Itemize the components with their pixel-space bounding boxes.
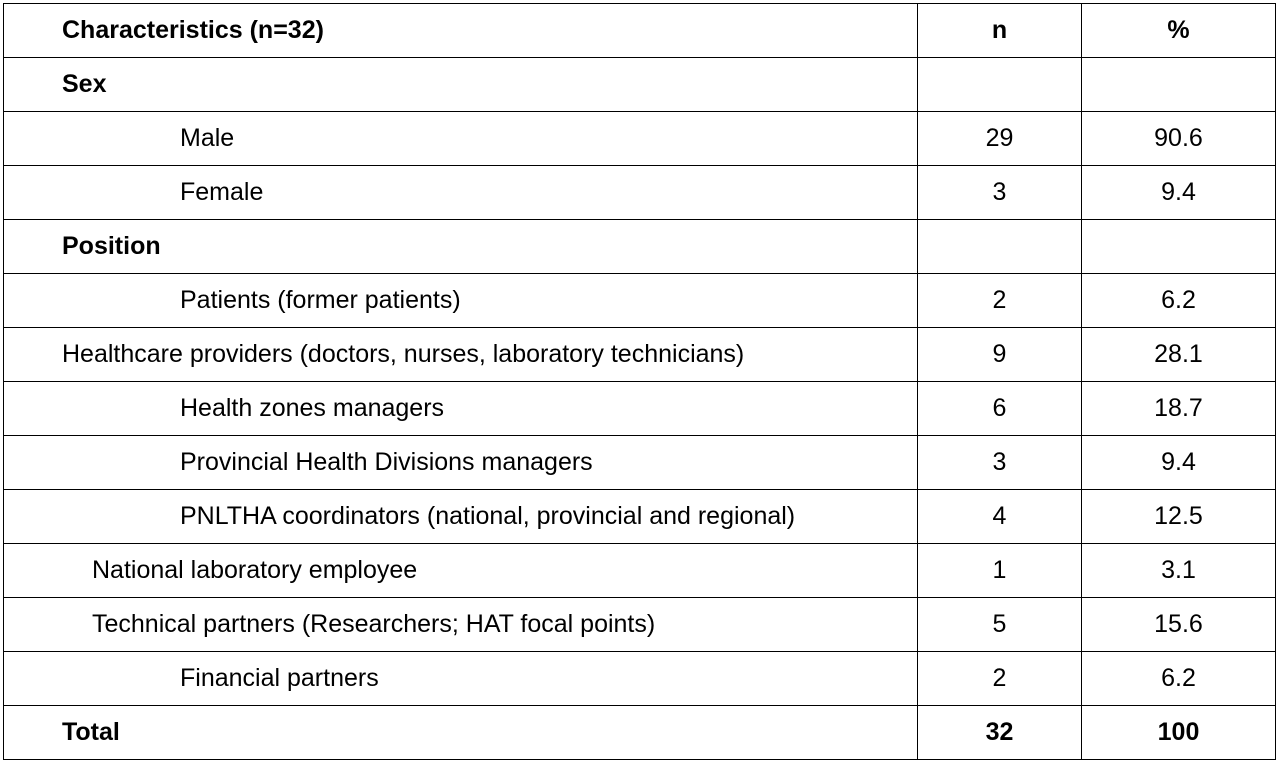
row-percent — [1082, 58, 1276, 112]
table-row — [4, 166, 1276, 220]
row-percent: 6.2 — [1082, 652, 1276, 706]
table-row — [4, 436, 1276, 490]
total-percent: 100 — [1082, 706, 1276, 760]
row-percent: 15.6 — [1082, 598, 1276, 652]
total-n: 32 — [918, 706, 1082, 760]
row-percent: 3.1 — [1082, 544, 1276, 598]
table-row — [4, 382, 1276, 436]
table-row — [4, 58, 1276, 112]
row-percent: 90.6 — [1082, 112, 1276, 166]
row-percent: 28.1 — [1082, 328, 1276, 382]
row-label: Position — [4, 220, 918, 274]
row-n: 3 — [918, 436, 1082, 490]
row-label: Technical partners (Researchers; HAT focal points) — [4, 598, 918, 652]
table-row — [4, 490, 1276, 544]
row-n: 4 — [918, 490, 1082, 544]
row-percent: 9.4 — [1082, 436, 1276, 490]
row-n: 2 — [918, 652, 1082, 706]
row-label: Provincial Health Divisions managers — [4, 436, 918, 490]
header-percent: % — [1082, 4, 1276, 58]
table-row — [4, 652, 1276, 706]
table-row — [4, 544, 1276, 598]
row-n: 9 — [918, 328, 1082, 382]
table-row — [4, 220, 1276, 274]
row-percent: 12.5 — [1082, 490, 1276, 544]
table-row — [4, 274, 1276, 328]
row-label: PNLTHA coordinators (national, provincial and regional) — [4, 490, 918, 544]
row-n: 29 — [918, 112, 1082, 166]
row-n — [918, 220, 1082, 274]
row-label: Health zones managers — [4, 382, 918, 436]
row-n: 2 — [918, 274, 1082, 328]
header-n: n — [918, 4, 1082, 58]
header-characteristics: Characteristics (n=32) — [4, 4, 918, 58]
table-header-row — [4, 4, 1276, 58]
characteristics-table-wrapper — [3, 3, 1276, 760]
row-percent: 9.4 — [1082, 166, 1276, 220]
row-n: 1 — [918, 544, 1082, 598]
row-label: National laboratory employee — [4, 544, 918, 598]
row-label: Sex — [4, 58, 918, 112]
row-percent — [1082, 220, 1276, 274]
row-percent: 18.7 — [1082, 382, 1276, 436]
characteristics-table — [3, 3, 1276, 760]
row-label: Patients (former patients) — [4, 274, 918, 328]
table-row — [4, 328, 1276, 382]
row-n: 3 — [918, 166, 1082, 220]
table-row — [4, 112, 1276, 166]
row-n: 5 — [918, 598, 1082, 652]
row-n — [918, 58, 1082, 112]
row-label: Female — [4, 166, 918, 220]
table-total-row — [4, 706, 1276, 760]
row-label: Financial partners — [4, 652, 918, 706]
table-row — [4, 598, 1276, 652]
total-label: Total — [4, 706, 918, 760]
row-percent: 6.2 — [1082, 274, 1276, 328]
row-label: Healthcare providers (doctors, nurses, laboratory technicians) — [4, 328, 918, 382]
row-label: Male — [4, 112, 918, 166]
row-n: 6 — [918, 382, 1082, 436]
